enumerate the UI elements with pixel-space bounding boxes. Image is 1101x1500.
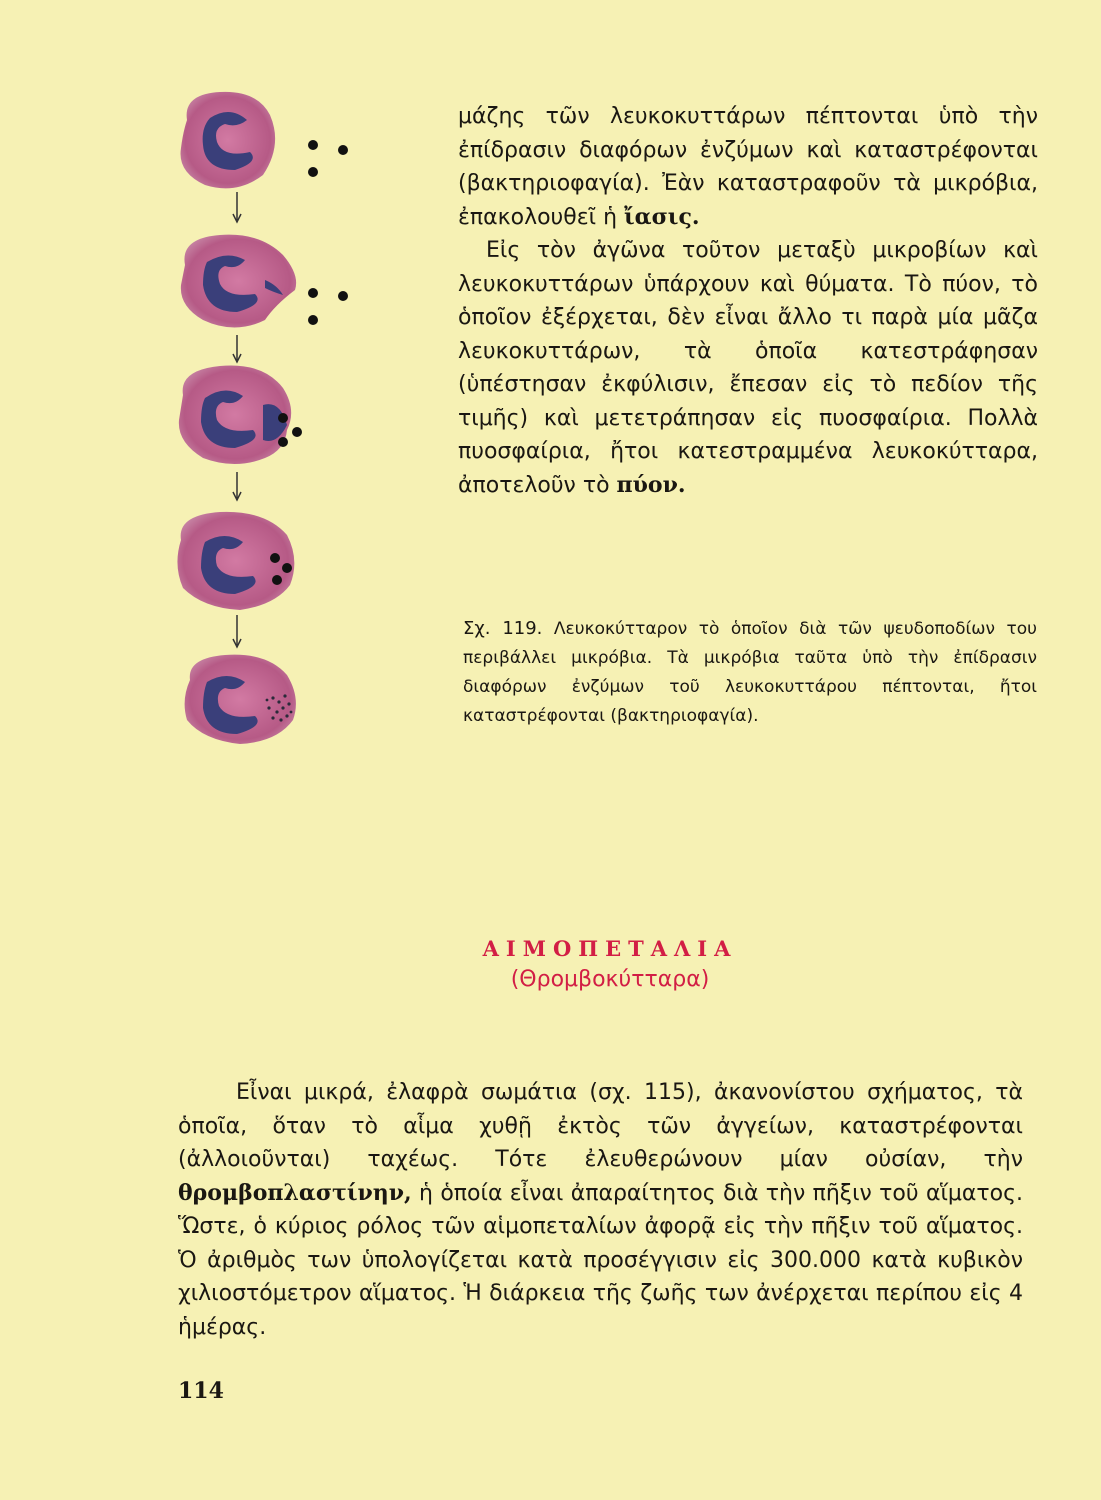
bold-term: πύον. bbox=[616, 471, 686, 498]
bacterium-dot bbox=[278, 413, 288, 423]
leukocyte-stage-3 bbox=[179, 365, 302, 464]
body-text bbox=[178, 1076, 1023, 1344]
phagocytosis-figure bbox=[165, 80, 365, 760]
bacterium-dot bbox=[270, 553, 280, 563]
leukocyte-stage-2 bbox=[181, 235, 348, 328]
caption-text: Λευκοκύτταρον τὸ ὁποῖον διὰ τῶν ψευδοποδίων του περιβάλλει μικρόβια. Τὰ μικρόβια ταῦτα ὑπὸ τὴν ἐπίδρασιν διαφόρων ἐνζύμων τοῦ λευκοκυττάρου πέπτονται, ἤτοι καταστρέφονται (βακτηριοφαγία). bbox=[463, 619, 1037, 726]
bacterium-dot bbox=[272, 575, 282, 585]
text-run: ἡ ὁποία εἶναι ἀπαραίτητος διὰ τὴν πῆξιν τοῦ αἵματος. Ὥστε, ὁ κύριος ρόλος τῶν αἱμοπεταλίων ἀφορᾷ εἰς τὴν πῆξιν τοῦ αἵματος. Ὁ ἀριθμὸς των ὑπολογίζεται κατὰ προσέγγισιν εἰς 300.000 κατὰ κυβικὸν χιλιοστόμετρον αἵματος. Ἡ διάρκεια τῆς ζωῆς των ἀνέρχεται περίπου εἰς 4 ἡμέρας. bbox=[178, 1180, 1023, 1340]
text-run: μάζης τῶν λευκοκυττάρων πέπτονται ὑπὸ τὴν ἐπίδρασιν διαφόρων ἐνζύμων καὶ καταστρέφονται (βακτηριοφαγία). Ἐὰν καταστραφοῦν τὰ μικρόβια, ἐπακολουθεῖ ἡ bbox=[458, 104, 1038, 230]
paragraph bbox=[178, 1076, 1023, 1344]
text-run: Εἶναι μικρά, ἐλαφρὰ σωμάτια (σχ. 115), ἀκανονίστου σχήματος, τὰ ὁποῖα, ὅταν τὸ αἷμα χυθῇ ἐκτὸς τῶν ἀγγείων, καταστρέφονται (ἀλλοιοῦνται) ταχέως. Τότε ἐλευθερώνουν μίαν οὐσίαν, τὴν bbox=[178, 1080, 1023, 1172]
paragraph bbox=[458, 100, 1038, 234]
arrow-down bbox=[233, 192, 241, 222]
bacterium-dot bbox=[282, 563, 292, 573]
caption-label: Σχ. 119. bbox=[463, 618, 543, 639]
arrow-down bbox=[233, 472, 241, 500]
page-number: 114 bbox=[178, 1378, 224, 1404]
bacterium-dot bbox=[278, 437, 288, 447]
arrow-down bbox=[233, 335, 241, 362]
bacterium-dot bbox=[338, 291, 348, 301]
leukocyte-stage-1 bbox=[181, 92, 349, 188]
section-title: ΑΙΜΟΠΕΤΑΛΙΑ bbox=[482, 936, 738, 961]
leukocyte-stage-5 bbox=[185, 655, 296, 744]
bold-term: ἴασις. bbox=[624, 203, 700, 230]
bacterium-dot bbox=[338, 145, 348, 155]
arrow-down bbox=[233, 615, 241, 647]
bacterium-dot bbox=[308, 315, 318, 325]
leukocyte-stage-4 bbox=[177, 512, 294, 610]
bacterium-dot bbox=[308, 167, 318, 177]
bacterium-dot bbox=[292, 427, 302, 437]
bold-term: θρομβοπλαστίνην, bbox=[178, 1179, 412, 1206]
bacterium-dot bbox=[308, 140, 318, 150]
text-run: Εἰς τὸν ἀγῶνα τοῦτον μεταξὺ μικροβίων καὶ λευκοκυττάρων ὑπάρχουν καὶ θύματα. Τὸ πύον, τὸ ὁποῖον ἐξέρχεται, δὲν εἶναι ἄλλο τι παρὰ μία μᾶζα λευκοκυττάρων, τὰ ὁποῖα κατεστράφησαν (ὑπέστησαν ἐκφύλισιν, ἔπεσαν εἰς τὸ πεδίον τῆς τιμῆς) καὶ μετετράπησαν εἰς πυοσφαίρια. Πολλὰ πυοσφαίρια, ἤτοι κατεστραμμένα λευκοκύτταρα, ἀποτελοῦν τὸ bbox=[458, 238, 1038, 498]
right-column-text bbox=[458, 100, 1038, 502]
section-subtitle: (Θρομβοκύτταρα) bbox=[510, 967, 710, 992]
section-heading bbox=[430, 936, 790, 992]
paragraph bbox=[458, 234, 1038, 502]
bacterium-dot bbox=[308, 288, 318, 298]
figure-caption bbox=[463, 614, 1037, 731]
